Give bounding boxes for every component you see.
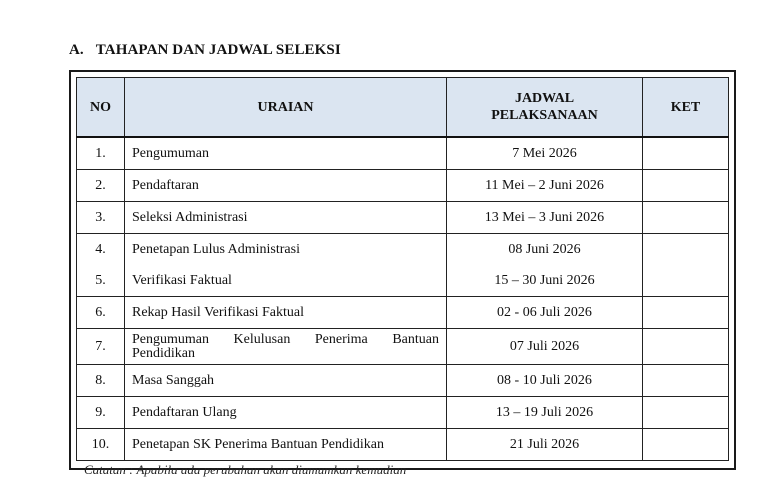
row-ket	[643, 429, 729, 461]
row-uraian: Seleksi Administrasi	[125, 202, 447, 234]
table-row	[77, 329, 729, 365]
schedule-table	[76, 77, 729, 461]
row-ket	[643, 234, 729, 297]
row-jadwal: 07 Juli 2026	[447, 329, 643, 365]
section-letter: A.	[69, 42, 84, 58]
row-jadwal: 13 Mei – 3 Juni 2026	[447, 202, 643, 234]
row-no: 9.	[77, 397, 125, 429]
row-uraian: Masa Sanggah	[125, 365, 447, 397]
table-row	[77, 234, 729, 266]
row-jadwal: 02 - 06 Juli 2026	[447, 297, 643, 329]
row-uraian: Rekap Hasil Verifikasi Faktual	[125, 297, 447, 329]
row-no: 7.	[77, 329, 125, 365]
header-uraian: URAIAN	[125, 78, 447, 138]
row-uraian: Pendaftaran Ulang	[125, 397, 447, 429]
table-row	[77, 265, 729, 297]
row-no: 6.	[77, 297, 125, 329]
table-row	[77, 137, 729, 170]
row-no: 1.	[77, 137, 125, 170]
row-no: 10.	[77, 429, 125, 461]
table-row	[77, 170, 729, 202]
row-uraian: Verifikasi Faktual	[125, 265, 447, 297]
section-title: TAHAPAN DAN JADWAL SELEKSI	[95, 42, 341, 58]
row-ket	[643, 137, 729, 170]
header-jadwal-line1: JADWAL	[514, 91, 575, 106]
row-jadwal: 7 Mei 2026	[447, 137, 643, 170]
table-row	[77, 397, 729, 429]
row-no: 4.	[77, 234, 125, 266]
row-no: 5.	[77, 265, 125, 297]
row-uraian: Penetapan Lulus Administrasi	[125, 234, 447, 266]
row-ket	[643, 329, 729, 365]
row-jadwal: 08 Juni 2026	[447, 234, 643, 266]
section-heading	[69, 42, 341, 59]
row-jadwal: 11 Mei – 2 Juni 2026	[447, 170, 643, 202]
row-jadwal: 13 – 19 Juli 2026	[447, 397, 643, 429]
table-row	[77, 297, 729, 329]
table-row	[77, 202, 729, 234]
row-uraian: Penetapan SK Penerima Bantuan Pendidikan	[125, 429, 447, 461]
row-uraian: Pengumuman	[125, 137, 447, 170]
row-no: 2.	[77, 170, 125, 202]
row-ket	[643, 397, 729, 429]
header-jadwal-line2: PELAKSANAAN	[491, 108, 598, 123]
schedule-table-frame	[69, 70, 736, 470]
row-jadwal: 08 - 10 Juli 2026	[447, 365, 643, 397]
header-jadwal	[447, 78, 643, 138]
row-no: 8.	[77, 365, 125, 397]
footnote: Catatan : Apabila ada perubahan akan diumumkan kemudian	[84, 462, 407, 477]
header-no: NO	[77, 78, 125, 138]
row-ket	[643, 365, 729, 397]
header-ket: KET	[643, 78, 729, 138]
row-ket	[643, 202, 729, 234]
row-ket	[643, 170, 729, 202]
row-ket	[643, 297, 729, 329]
table-row	[77, 365, 729, 397]
row-jadwal: 15 – 30 Juni 2026	[447, 265, 643, 297]
row-uraian: Pengumuman Kelulusan Penerima Bantuan Pendidikan	[125, 329, 447, 365]
table-header-row	[77, 78, 729, 138]
row-uraian: Pendaftaran	[125, 170, 447, 202]
row-no: 3.	[77, 202, 125, 234]
table-row	[77, 429, 729, 461]
row-jadwal: 21 Juli 2026	[447, 429, 643, 461]
